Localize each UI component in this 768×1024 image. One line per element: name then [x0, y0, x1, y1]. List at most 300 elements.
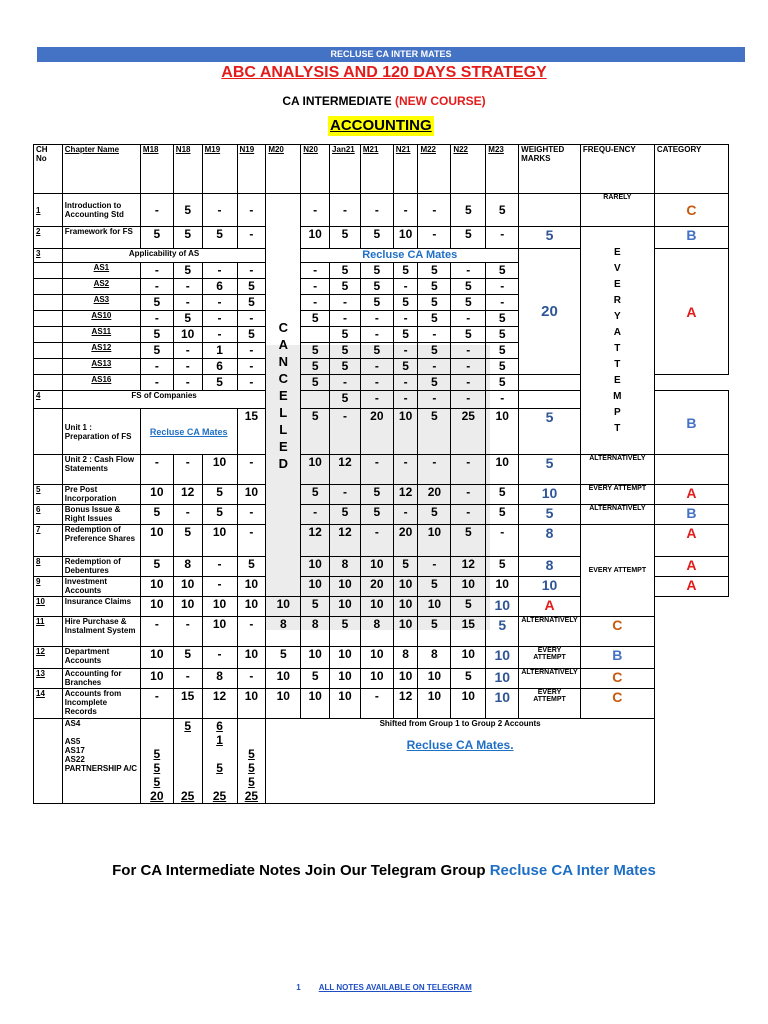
- marks-cell: -: [393, 194, 418, 227]
- recluse-link[interactable]: Recluse CA Mates: [301, 249, 519, 263]
- marks-cell: 10: [418, 525, 451, 557]
- chapter-no: 6: [34, 505, 63, 525]
- marks-cell: 5: [360, 279, 393, 295]
- marks-cell: 5: [360, 227, 393, 249]
- marks-cell: 5: [140, 227, 173, 249]
- marks-cell: -: [393, 279, 418, 295]
- marks-cell: 5: [486, 327, 519, 343]
- weight-cell: 10: [519, 485, 581, 505]
- recluse-link[interactable]: Recluse CA Mates.: [406, 738, 514, 752]
- category-cell: B: [654, 391, 728, 455]
- table-row: [34, 689, 729, 719]
- marks-cell: -: [360, 327, 393, 343]
- category-cell: C: [580, 617, 654, 647]
- weight-cell: 10: [486, 669, 519, 689]
- category-cell: B: [654, 227, 728, 249]
- marks-cell: 5: [173, 311, 202, 327]
- marks-cell: 5: [173, 647, 202, 669]
- marks-cell: 5: [451, 669, 486, 689]
- marks-cell: 5: [393, 295, 418, 311]
- marks-cell: -: [360, 391, 393, 409]
- as-name: AS12: [62, 343, 140, 359]
- marks-cell: 12: [393, 485, 418, 505]
- marks-cell: 5: [451, 194, 486, 227]
- marks-cell: -: [140, 455, 173, 485]
- marks-cell: -: [202, 557, 237, 577]
- marks-cell: 5: [266, 647, 301, 669]
- header-cell: N18: [173, 145, 202, 194]
- marks-cell: -: [418, 359, 451, 375]
- marks-cell: -: [237, 525, 266, 557]
- marks-cell: 5: [486, 505, 519, 525]
- marks-cell: 10: [237, 689, 266, 719]
- table-row: [34, 719, 729, 804]
- marks-cell: -: [451, 263, 486, 279]
- chapter-name: Applicability of AS: [62, 249, 266, 263]
- telegram-notes-link[interactable]: ALL NOTES AVAILABLE ON TELEGRAM: [318, 983, 472, 992]
- weight-cell: 5: [486, 617, 519, 647]
- weight-cell: 10: [519, 577, 581, 597]
- chapter-name: Accounting for Branches: [62, 669, 140, 689]
- marks-cell: 10: [393, 577, 418, 597]
- marks-cell: 5: [330, 343, 361, 359]
- marks-cell: 10: [202, 597, 237, 617]
- chapter-no: 11: [34, 617, 63, 647]
- marks-cell: -: [360, 525, 393, 557]
- category-cell: C: [580, 669, 654, 689]
- marks-cell: 10: [266, 669, 301, 689]
- chapter-name: Unit 2 : Cash Flow Statements: [62, 455, 140, 485]
- marks-cell: -: [486, 279, 519, 295]
- marks-cell: 10: [330, 647, 361, 669]
- marks-cell: 5: [418, 505, 451, 525]
- marks-cell: 5: [451, 327, 486, 343]
- marks-cell: 5: [330, 617, 361, 647]
- table-row: [34, 669, 729, 689]
- marks-cell: 5: [486, 343, 519, 359]
- marks-cell: 10: [330, 669, 361, 689]
- marks-cell: 5: [301, 485, 330, 505]
- frequency-cell: EVERY ATTEMPT: [580, 525, 654, 617]
- marks-cell: 20: [360, 409, 393, 455]
- header-cell: M20: [266, 145, 301, 194]
- marks-cell: 5: [451, 597, 486, 617]
- frequency-cell: EVERY ATTEMPT: [580, 485, 654, 505]
- chapter-name: Redemption of Debentures: [62, 557, 140, 577]
- marks-cell: 5: [140, 327, 173, 343]
- marks-cell: 10: [360, 557, 393, 577]
- chapter-name: Framework for FS: [62, 227, 140, 249]
- marks-cell: 12: [330, 525, 361, 557]
- marks-cell: -: [140, 279, 173, 295]
- marks-cell: 5: [330, 227, 361, 249]
- marks-cell: 10: [451, 577, 486, 597]
- page-subtitle: CA INTERMEDIATE (NEW COURSE): [282, 94, 486, 108]
- header-cell: N20: [301, 145, 330, 194]
- marks-cell: 5: [486, 263, 519, 279]
- table-row: [34, 505, 729, 525]
- marks-cell: -: [301, 194, 330, 227]
- marks-cell: 5: [301, 597, 330, 617]
- marks-cell: -: [486, 391, 519, 409]
- marks-cell: 10: [486, 409, 519, 455]
- marks-cell: 5: [418, 311, 451, 327]
- marks-cell: 10: [393, 597, 418, 617]
- marks-cell: 10: [486, 455, 519, 485]
- frequency-cell: ALTERNATIVELY: [580, 505, 654, 525]
- marks-cell: 12: [301, 525, 330, 557]
- marks-cell: 6: [202, 359, 237, 375]
- header-cell: N22: [451, 145, 486, 194]
- as-name: AS3: [62, 295, 140, 311]
- marks-cell: 20: [393, 525, 418, 557]
- marks-cell: -: [173, 505, 202, 525]
- marks-cell: 5: [393, 557, 418, 577]
- subject-label: ACCOUNTING: [330, 117, 432, 134]
- marks-cell: 5: [330, 327, 361, 343]
- table-row: [34, 455, 729, 485]
- weight-cell: 5: [519, 455, 581, 485]
- marks-cell: 5 5 5 20: [140, 719, 173, 804]
- chapter-name: Unit 1 : Preparation of FS: [62, 409, 140, 455]
- marks-cell: 5: [330, 505, 361, 525]
- marks-cell: 1: [202, 343, 237, 359]
- chapter-no: 10: [34, 597, 63, 617]
- marks-cell: 5: [418, 617, 451, 647]
- as-name: AS11: [62, 327, 140, 343]
- chapter-name: Investment Accounts: [62, 577, 140, 597]
- marks-cell: 5: [301, 409, 330, 455]
- marks-cell: -: [173, 375, 202, 391]
- marks-cell: 10: [140, 525, 173, 557]
- marks-cell: 5: [173, 227, 202, 249]
- chapter-no: 5: [34, 485, 63, 505]
- as-name: AS16: [62, 375, 140, 391]
- marks-cell: -: [301, 295, 330, 311]
- chapter-no: 14: [34, 689, 63, 719]
- marks-cell: -: [237, 455, 266, 485]
- marks-cell: 10: [393, 227, 418, 249]
- weight-cell: [519, 194, 581, 227]
- marks-cell: 10: [266, 597, 301, 617]
- marks-cell: -: [202, 263, 237, 279]
- marks-cell: 5: [301, 669, 330, 689]
- marks-cell: 10: [451, 647, 486, 669]
- marks-cell: -: [360, 455, 393, 485]
- marks-cell: -: [393, 505, 418, 525]
- marks-cell: 5: [330, 391, 361, 409]
- marks-cell: 10: [418, 669, 451, 689]
- marks-cell: -: [140, 375, 173, 391]
- abc-analysis-table: [33, 144, 729, 804]
- marks-cell: [301, 327, 330, 343]
- marks-cell: 5: [237, 295, 266, 311]
- marks-cell: 12: [202, 689, 237, 719]
- every-attempt-column: E V E R Y A T T E M P T: [580, 227, 654, 455]
- weight-cell: 8: [519, 557, 581, 577]
- marks-cell: 10: [301, 557, 330, 577]
- marks-cell: 5: [451, 279, 486, 295]
- chapter-name: Pre Post Incorporation: [62, 485, 140, 505]
- chapter-no: 4: [34, 391, 63, 409]
- marks-cell: 5: [451, 227, 486, 249]
- marks-cell: 5: [393, 263, 418, 279]
- marks-cell: 10: [237, 577, 266, 597]
- marks-cell: 5: [418, 263, 451, 279]
- marks-cell: 15: [173, 689, 202, 719]
- cancelled-column: C A N C E L L E D: [266, 194, 301, 597]
- marks-cell: 5 5 5 25: [237, 719, 266, 804]
- chapter-name: Bonus Issue & Right Issues: [62, 505, 140, 525]
- marks-cell: 10: [140, 597, 173, 617]
- as-name: AS10: [62, 311, 140, 327]
- marks-cell: -: [301, 279, 330, 295]
- marks-cell: 5: [301, 359, 330, 375]
- header-cell: M22: [418, 145, 451, 194]
- marks-cell: 5: [301, 311, 330, 327]
- marks-cell: 12: [173, 485, 202, 505]
- marks-cell: 5: [360, 295, 393, 311]
- table-row: [34, 485, 729, 505]
- marks-cell: -: [237, 263, 266, 279]
- marks-cell: -: [301, 505, 330, 525]
- marks-cell: 5: [237, 327, 266, 343]
- header-cell: CH No: [34, 145, 63, 194]
- marks-cell: 10: [418, 597, 451, 617]
- marks-cell: -: [173, 343, 202, 359]
- marks-cell: 10: [301, 227, 330, 249]
- weight-cell: 10: [486, 597, 519, 617]
- marks-cell: 5: [140, 557, 173, 577]
- marks-cell: 5: [486, 557, 519, 577]
- marks-cell: 5: [360, 505, 393, 525]
- marks-cell: 12: [393, 689, 418, 719]
- weight-cell: 5: [519, 409, 581, 455]
- marks-cell: 5: [393, 359, 418, 375]
- marks-cell: 5: [451, 295, 486, 311]
- marks-cell: -: [451, 485, 486, 505]
- frequency-cell: EVERY ATTEMPT: [519, 689, 581, 719]
- marks-cell: 5: [360, 263, 393, 279]
- chapter-no: 3: [34, 249, 63, 263]
- marks-cell: 10: [301, 577, 330, 597]
- marks-cell: -: [202, 194, 237, 227]
- table-row: [34, 525, 729, 557]
- marks-cell: -: [173, 359, 202, 375]
- category-cell: C: [580, 689, 654, 719]
- as-name: AS13: [62, 359, 140, 375]
- marks-cell: 10: [301, 689, 330, 719]
- marks-cell: -: [140, 263, 173, 279]
- marks-cell: -: [418, 194, 451, 227]
- marks-cell: 10: [140, 485, 173, 505]
- weight-cell: 5: [519, 505, 581, 525]
- chapter-no: 7: [34, 525, 63, 557]
- page-title: ABC ANALYSIS AND 120 DAYS STRATEGY: [221, 64, 547, 81]
- marks-cell: -: [140, 617, 173, 647]
- marks-cell: 6: [202, 279, 237, 295]
- header-cell: M21: [360, 145, 393, 194]
- table-header: [34, 145, 729, 194]
- marks-cell: 15: [237, 409, 266, 455]
- as-name: AS2: [62, 279, 140, 295]
- marks-cell: 10: [418, 689, 451, 719]
- marks-cell: 5: [173, 525, 202, 557]
- marks-cell: 10: [237, 597, 266, 617]
- marks-cell: 10: [301, 455, 330, 485]
- marks-cell: 10: [140, 647, 173, 669]
- marks-cell: -: [393, 343, 418, 359]
- marks-cell: 10: [393, 409, 418, 455]
- marks-cell: -: [173, 295, 202, 311]
- marks-cell: 5: [140, 295, 173, 311]
- frequency-cell: ALTERNATIVELY: [580, 455, 654, 485]
- marks-cell: 10: [360, 647, 393, 669]
- marks-cell: -: [237, 375, 266, 391]
- marks-cell: 10: [451, 689, 486, 719]
- marks-cell: -: [140, 689, 173, 719]
- marks-cell: 5: [202, 375, 237, 391]
- marks-cell: -: [486, 295, 519, 311]
- chapter-no: 1: [34, 194, 63, 227]
- category-cell: A: [654, 485, 728, 505]
- marks-cell: -: [393, 455, 418, 485]
- marks-cell: 5: [486, 194, 519, 227]
- marks-cell: -: [202, 311, 237, 327]
- marks-cell: 25: [451, 409, 486, 455]
- marks-cell: 5: [486, 485, 519, 505]
- marks-cell: 12: [330, 455, 361, 485]
- marks-cell: 10: [330, 597, 361, 617]
- marks-cell: 5: [140, 343, 173, 359]
- chapter-no: 8: [34, 557, 63, 577]
- frequency-cell: RARELY: [580, 194, 654, 227]
- chapter-name: Redemption of Preference Shares: [62, 525, 140, 557]
- frequency-cell: ALTERNATIVELY: [519, 617, 581, 647]
- marks-cell: 5: [486, 359, 519, 375]
- marks-cell: 20: [360, 577, 393, 597]
- marks-cell: 5: [418, 409, 451, 455]
- marks-cell: 10: [237, 485, 266, 505]
- marks-cell: 5: [330, 359, 361, 375]
- marks-cell: -: [418, 557, 451, 577]
- marks-cell: -: [140, 359, 173, 375]
- marks-cell: [301, 391, 330, 409]
- marks-cell: -: [451, 343, 486, 359]
- category-cell: A: [519, 597, 581, 617]
- marks-cell: 5: [393, 327, 418, 343]
- category-cell: A: [654, 249, 728, 375]
- marks-cell: 5: [237, 557, 266, 577]
- page-number: 1: [296, 983, 301, 992]
- weight-cell: 20: [519, 249, 581, 375]
- marks-cell: -: [360, 375, 393, 391]
- marks-cell: -: [173, 279, 202, 295]
- marks-cell: -: [330, 295, 361, 311]
- marks-cell: 5: [202, 505, 237, 525]
- chapter-name: Insurance Claims: [62, 597, 140, 617]
- category-cell: A: [654, 557, 728, 577]
- marks-cell: -: [360, 359, 393, 375]
- marks-cell: 10: [173, 577, 202, 597]
- marks-cell: 8: [202, 669, 237, 689]
- marks-cell: -: [330, 375, 361, 391]
- marks-cell: 5: [418, 295, 451, 311]
- weight-cell: 5: [519, 227, 581, 249]
- table-row: [34, 194, 729, 227]
- marks-cell: 5: [418, 279, 451, 295]
- marks-cell: 5: [330, 279, 361, 295]
- marks-cell: -: [140, 311, 173, 327]
- marks-cell: 5: [360, 485, 393, 505]
- chapter-name: Accounts from Incomplete Records: [62, 689, 140, 719]
- marks-cell: -: [330, 194, 361, 227]
- table-row: [34, 647, 729, 669]
- marks-cell: 10: [173, 327, 202, 343]
- marks-cell: 8: [418, 647, 451, 669]
- marks-cell: -: [360, 194, 393, 227]
- marks-cell: 10: [202, 617, 237, 647]
- marks-cell: -: [140, 194, 173, 227]
- marks-cell: -: [486, 525, 519, 557]
- marks-cell: 5: [301, 343, 330, 359]
- marks-cell: -: [173, 455, 202, 485]
- category-cell: [654, 455, 728, 485]
- header-cell: M19: [202, 145, 237, 194]
- frequency-cell: ALTERNATIVELY: [519, 669, 581, 689]
- weight-cell: 8: [519, 525, 581, 557]
- marks-cell: -: [237, 227, 266, 249]
- header-cell: N21: [393, 145, 418, 194]
- chapter-no: 2: [34, 227, 63, 249]
- header-cell: N19: [237, 145, 266, 194]
- marks-cell: 5: [301, 375, 330, 391]
- marks-cell: 5: [173, 263, 202, 279]
- category-cell: B: [580, 647, 654, 669]
- marks-cell: 5: [173, 194, 202, 227]
- header-cell: M18: [140, 145, 173, 194]
- marks-cell: -: [418, 227, 451, 249]
- marks-cell: -: [418, 455, 451, 485]
- marks-cell: 15: [451, 617, 486, 647]
- marks-cell: 5: [418, 375, 451, 391]
- header-cell: CATEGORY: [654, 145, 728, 194]
- marks-cell: 5: [237, 279, 266, 295]
- telegram-link[interactable]: Recluse CA Inter Mates: [489, 862, 656, 879]
- frequency-cell: EVERY ATTEMPT: [519, 647, 581, 669]
- marks-cell: 10: [202, 525, 237, 557]
- header-cell: Jan21: [330, 145, 361, 194]
- table-row: [34, 227, 729, 249]
- marks-cell: 5: [451, 525, 486, 557]
- marks-cell: -: [301, 263, 330, 279]
- marks-cell: -: [486, 227, 519, 249]
- category-cell: A: [654, 577, 728, 597]
- marks-cell: 20: [418, 485, 451, 505]
- marks-cell: -: [451, 375, 486, 391]
- marks-cell: 10: [202, 455, 237, 485]
- table-row: [34, 617, 729, 647]
- chapter-name: Department Accounts: [62, 647, 140, 669]
- as-list: AS4 AS5 AS17 AS22 PARTNERSHIP A/C: [62, 719, 140, 804]
- marks-cell: -: [202, 577, 237, 597]
- recluse-link[interactable]: Recluse CA Mates: [140, 409, 237, 455]
- marks-cell: 5: [202, 485, 237, 505]
- marks-cell: -: [393, 311, 418, 327]
- header-cell: Chapter Name: [62, 145, 140, 194]
- marks-cell: -: [237, 194, 266, 227]
- marks-cell: -: [202, 327, 237, 343]
